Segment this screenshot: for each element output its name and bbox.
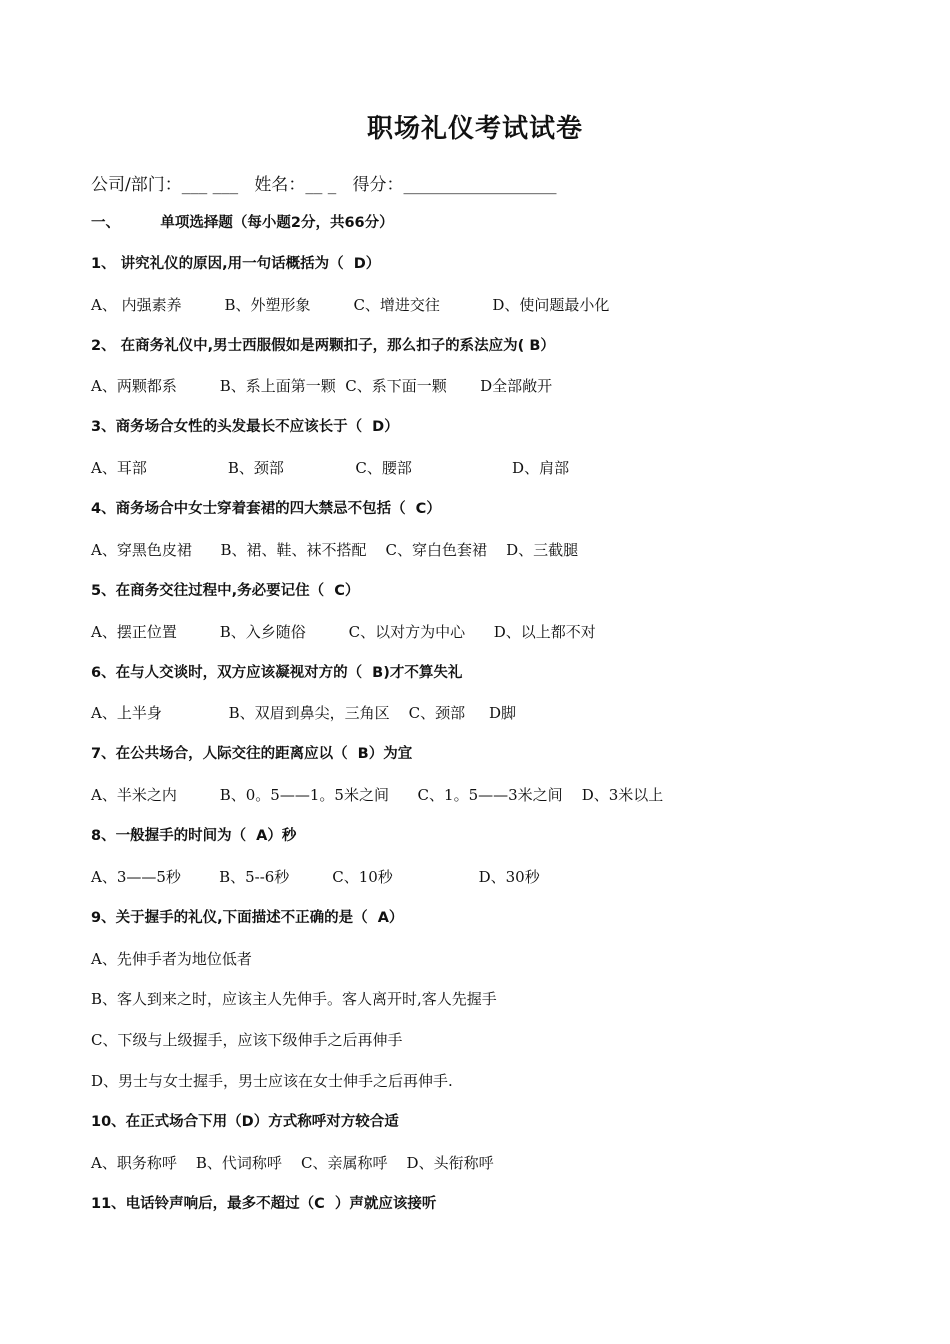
page-title: 职场礼仪考试试卷 — [366, 114, 583, 144]
question-3-options: A、耳部 B、颈部 C、腰部 D、肩部 — [91, 459, 570, 477]
question-6-options: A、上半身 B、双眉到鼻尖，三角区 C、颈部 D脚 — [91, 704, 517, 722]
question-11: 11、电话铃声响后，最多不超过（C ）声就应该接听 — [91, 1196, 437, 1212]
question-1-options: A、 内强素养 B、外塑形象 C、增进交往 D、使问题最小化 — [91, 296, 610, 314]
question-3: 3、商务场合女性的头发最长不应该长于（ D） — [91, 419, 399, 435]
question-2: 2、 在商务礼仪中,男士西服假如是两颗扣子，那么扣子的系法应为( B） — [91, 338, 555, 354]
question-6: 6、在与人交谈时，双方应该凝视对方的（ B)才不算失礼 — [91, 665, 463, 681]
question-9-option-d: D、男士与女士握手，男士应该在女士伸手之后再伸手. — [91, 1072, 453, 1090]
question-8-options: A、3——5秒 B、5--6秒 C、10秒 D、30秒 — [91, 868, 540, 886]
question-9-option-c: C、下级与上级握手，应该下级伸手之后再伸手 — [91, 1031, 403, 1049]
header-info-line: 公司/部门：___ ___ 姓名：__ _ 得分：__________________ — [91, 175, 557, 195]
question-9: 9、关于握手的礼仪,下面描述不正确的是（ A） — [91, 910, 404, 926]
question-7: 7、在公共场合，人际交往的距离应以（ B）为宜 — [91, 746, 413, 762]
question-4: 4、商务场合中女士穿着套裙的四大禁忌不包括（ C） — [91, 501, 441, 517]
question-4-options: A、穿黑色皮裙 B、裙、鞋、袜不搭配 C、穿白色套裙 D、三截腿 — [91, 541, 579, 559]
question-10-options: A、职务称呼 B、代词称呼 C、亲属称呼 D、头衔称呼 — [91, 1154, 494, 1172]
question-7-options: A、半米之内 B、0。5——1。5米之间 C、1。5——3米之间 D、3米以上 — [91, 786, 664, 804]
question-5-options: A、摆正位置 B、入乡随俗 C、以对方为中心 D、以上都不对 — [91, 623, 596, 641]
question-9-option-a: A、先伸手者为地位低者 — [91, 950, 252, 968]
question-10: 10、在正式场合下用（D）方式称呼对方较合适 — [91, 1114, 399, 1130]
section-heading: 一、 单项选择题（每小题2分，共66分） — [91, 215, 394, 231]
question-5: 5、在商务交往过程中,务必要记住（ C） — [91, 583, 360, 599]
question-8: 8、一般握手的时间为（ A）秒 — [91, 828, 297, 844]
question-1: 1、 讲究礼仪的原因,用一句话概括为（ D） — [91, 256, 381, 272]
question-2-options: A、两颗都系 B、系上面第一颗 C、系下面一颗 D全部敞开 — [91, 377, 553, 395]
question-9-option-b: B、客人到来之时，应该主人先伸手。客人离开时,客人先握手 — [91, 990, 497, 1008]
